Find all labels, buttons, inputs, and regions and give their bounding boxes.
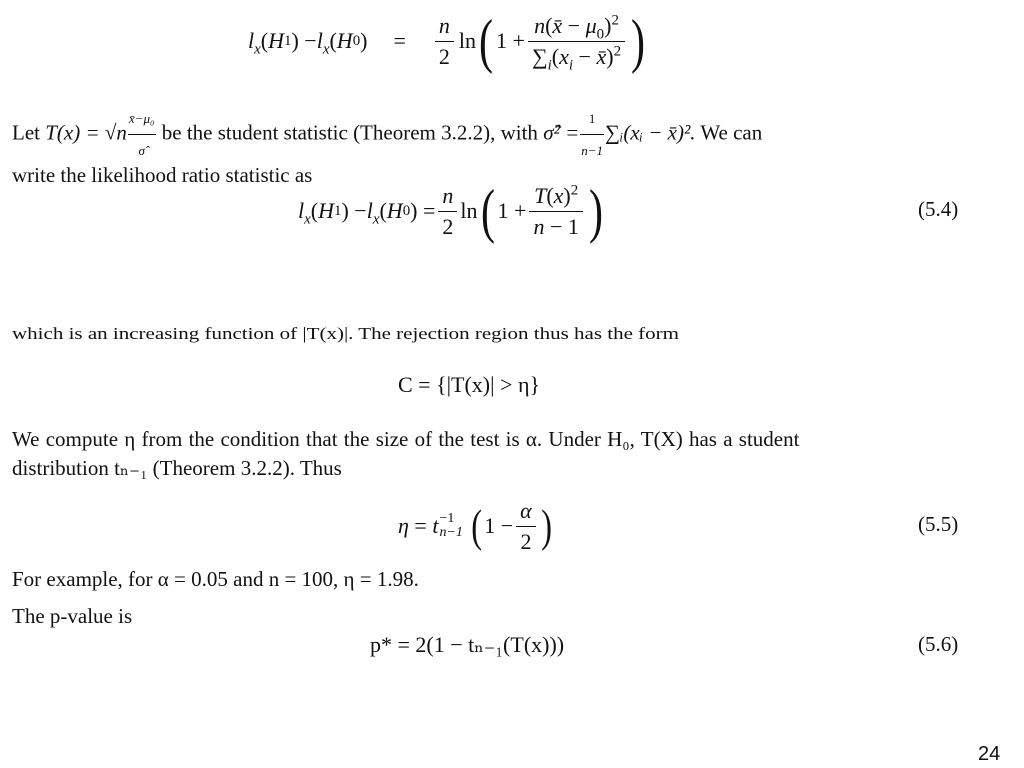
equation-top-eq: = xyxy=(393,28,406,53)
equation-top-fraction: $\frac{n(x̄ - \mu_0)^2}{\sum_i(x_i - x̄)^2}$ xyxy=(528,13,625,70)
equation-top: $l_x$ ( H 1 ) − $l_x$ ( H 0 ) = $\frac{n}{2}$ ln ( 1 + $\frac{n(x̄ - \mu_0)^2}{\sum_i(x_i - x̄)^2}$ ) xyxy=(248,8,646,74)
paragraph-line-1: We compute η from the condition that the size of the test is α. Under H₀, T(X) has a student xyxy=(12,427,800,451)
equation-5-4: $l_x$ ( H 1 ) − $l_x$ ( H 0 ) = $\frac{n}{2}$ ln ( 1 + $\frac{T(x)^2}{n - 1}$ ) xyxy=(298,178,603,244)
equation-top-coef: $\frac{n}{2}$ xyxy=(435,13,454,70)
equation-number-5-6: (5.6) xyxy=(918,632,959,656)
equation-5-4-coef: $\frac{n}{2}$ xyxy=(438,183,457,240)
equation-number-5-5: (5.5) xyxy=(918,512,959,536)
equation-5-6: p* = 2(1 − tₙ₋₁(T(x))) xyxy=(370,632,565,657)
paragraph-line-2: write the likelihood ratio statistic as xyxy=(12,163,313,187)
paragraph-example: For example, for α = 0.05 and n = 100, η = 1.98. xyxy=(12,567,419,591)
equation-rejection-set: C = {|T(x)| > η} xyxy=(398,372,541,397)
equation-top-lhs: $l_x$ xyxy=(248,28,261,58)
equation-5-5: η = t −1 n−1 ( 1 − $\frac{\alpha}{2}$ ) xyxy=(398,497,552,554)
paragraph-rejection-region: which is an increasing function of |T(x)|. The rejection region thus has the form xyxy=(12,324,679,344)
equation-top-ln: ln xyxy=(458,28,477,53)
paragraph-line-2: distribution tₙ₋₁ (Theorem 3.2.2). Thus xyxy=(12,456,342,480)
paragraph-line-1: Let T(x) = √n $\frac{\text{x̄−μ₀}}{\sigmâ}$ be the student statistic (Theorem 3.2.2), with σ̂² = $\frac{1}{n-1}$ ∑ᵢ(xᵢ − x̄)². We can xyxy=(12,103,972,166)
paragraph-p-value: The p-value is xyxy=(12,604,133,628)
equation-top-one-plus: 1 + xyxy=(496,28,525,53)
paragraph-compute-eta xyxy=(12,424,799,484)
page-number: 24 xyxy=(978,743,1001,765)
statistic-definition: T(x) = √n xyxy=(45,120,127,145)
equation-number-5-4: (5.4) xyxy=(918,197,959,221)
equation-5-5-fraction: $\frac{\alpha}{2}$ xyxy=(516,498,536,555)
equation-5-4-fraction: $\frac{T(x)^2}{n - 1}$ xyxy=(529,183,582,240)
